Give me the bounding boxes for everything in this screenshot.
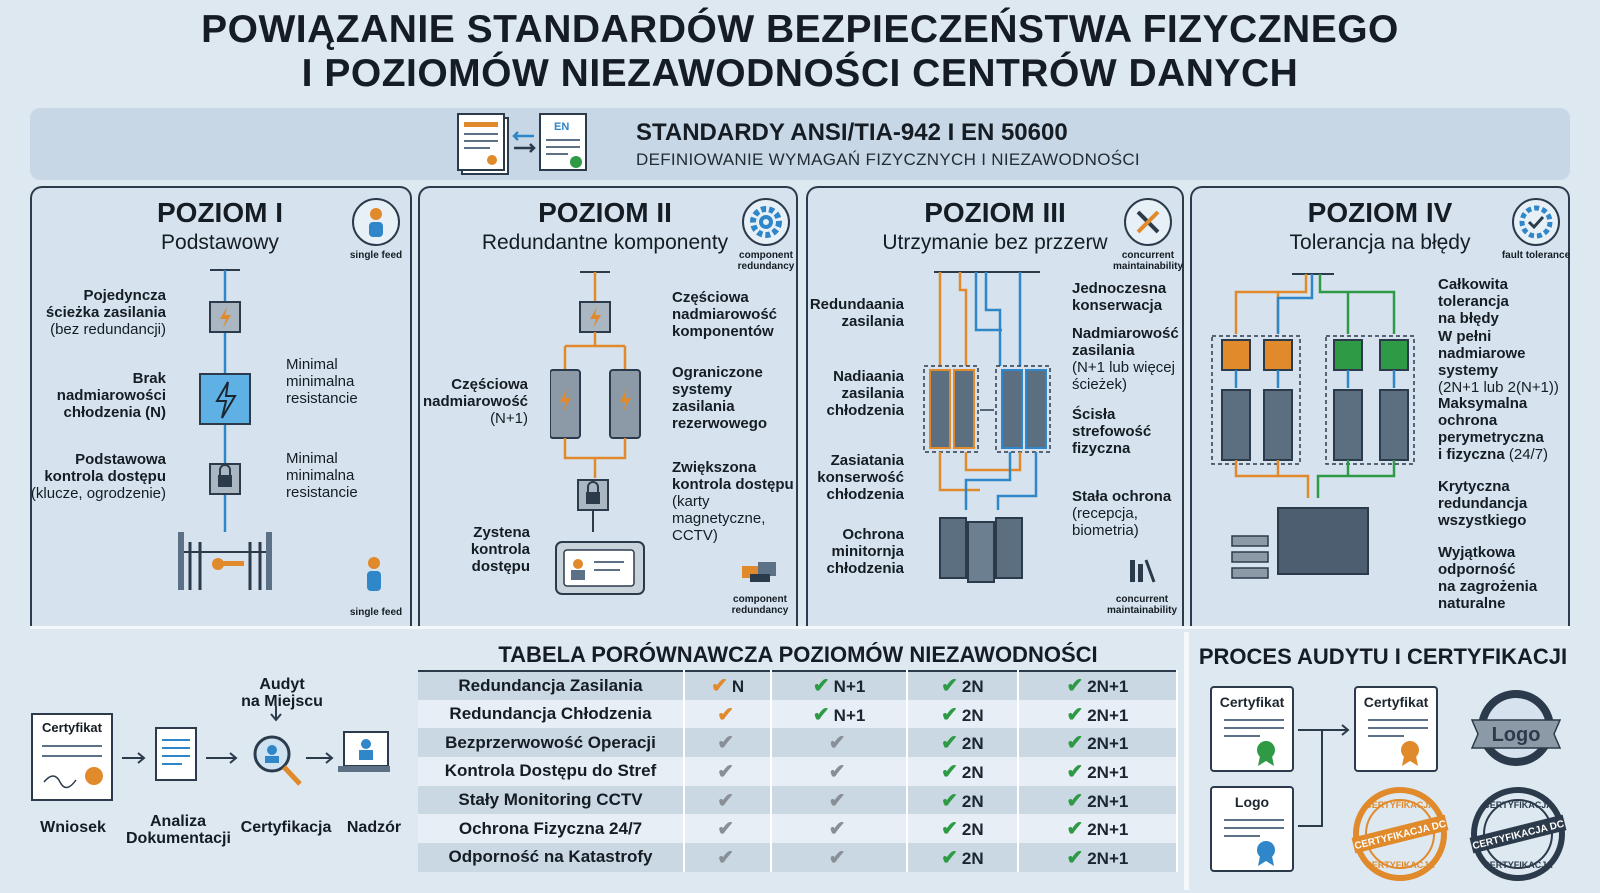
checkmark-icon: ✔ [1066, 703, 1084, 726]
svg-text:CERTYFIKACJA: CERTYFIKACJA [1365, 860, 1435, 870]
table-row [418, 700, 1177, 729]
checkmark-icon: ✔ [828, 760, 846, 783]
checkmark-icon: ✔ [941, 846, 958, 869]
table-cell [771, 786, 907, 815]
level-3-diagram [910, 270, 1090, 600]
table-cell [771, 757, 907, 786]
cell-value: 2N [961, 848, 984, 868]
step-certification-label: Certyfikacja [240, 819, 332, 836]
row-label: Redundancja Zasilania [418, 671, 684, 700]
level-4-title: POZIOM IV [1307, 197, 1453, 228]
section-divider-vertical [1184, 632, 1189, 890]
l1-power-path-label: Pojedyncza ścieżka zasilania (bez redundancji) [45, 287, 166, 338]
banner-subtitle: DEFINIOWANIE WYMAGAŃ FIZYCZNYCH I NIEZAWODNOŚCI [636, 150, 1140, 169]
svg-text:CERTYFIKACJA: CERTYFIKACJA [1365, 800, 1435, 810]
checkmark-icon: ✔ [812, 703, 830, 726]
svg-text:Certyfikat: Certyfikat [42, 720, 102, 735]
table-cell [684, 757, 771, 786]
orange-certification-stamp-icon [1348, 784, 1452, 884]
table-cell [1018, 700, 1177, 729]
level-1-title: POZIOM I [157, 197, 283, 228]
row-label: Ochrona Fizyczna 24/7 [418, 814, 684, 843]
l4-perimeter-protection-label: Maksymalna ochrona perymetryczna i fizyczna (24/7) [1438, 395, 1549, 463]
title-line-1: POWIĄZANIE STANDARDÓW BEZPIECZEŃSTWA FIZYCZNEGO [201, 8, 1399, 51]
l4-natural-threat-label: Wyjątkowa odporność na zagrożenia naturalne [1438, 544, 1538, 612]
row-label: Redundancja Chłodzenia [418, 700, 684, 729]
level-4-badge-caption: fault tolerance [1501, 250, 1571, 261]
wrench-screwdriver-badge-icon [1124, 198, 1172, 246]
table-cell [1018, 814, 1177, 843]
level-2-title: POZIOM II [538, 197, 672, 228]
checkmark-icon: ✔ [812, 675, 830, 698]
documents-icon [456, 110, 596, 178]
step-documentation-label: Analiza Dokumentacji [126, 813, 231, 847]
checkmark-icon: ✔ [828, 846, 846, 869]
onsite-audit-label: Audyt na Miejscu [241, 676, 323, 710]
table-cell [1018, 728, 1177, 757]
cell-value: N+1 [833, 677, 866, 697]
cell-value: 2N [961, 677, 984, 697]
row-label: Bezprzerwowość Operacji [418, 728, 684, 757]
l4-fault-tolerance-label: Całkowita tolerancja na błędy [1438, 276, 1509, 327]
checkmark-icon: ✔ [941, 789, 958, 812]
l3-cooling-supply-label: Nadiaania zasilania chłodzenia [826, 368, 904, 419]
level-2-footer-caption: component redundancy [731, 594, 789, 616]
checkmark-icon: ✔ [717, 818, 735, 841]
table-cell [771, 814, 907, 843]
table-row [418, 814, 1177, 843]
l2-partial-redundancy-label: Częściowa nadmiarowość (N+1) [422, 376, 528, 427]
process-flow-diagram [30, 706, 390, 806]
svg-text:CERTYFIKACJA: CERTYFIKACJA [1483, 860, 1553, 870]
cell-value: 2N+1 [1087, 791, 1129, 811]
table-cell [907, 814, 1018, 843]
table-cell [907, 700, 1018, 729]
level-2-subtitle: Redundantne komponenty [481, 231, 729, 254]
table-cell [1018, 757, 1177, 786]
cell-value: 2N [961, 762, 984, 782]
certificate-card-2: Certyfikat [1354, 686, 1438, 772]
level-1-badge-caption: single feed [349, 250, 403, 261]
page-title [0, 8, 1600, 96]
table-cell [684, 671, 771, 700]
level-4-diagram [1208, 272, 1428, 602]
table-cell [684, 814, 771, 843]
checkmark-icon: ✔ [941, 675, 958, 698]
l1-resistance-label-1: Minimal minimalna resistancie [286, 356, 358, 407]
cell-value: 2N+1 [1087, 848, 1129, 868]
checkmark-icon: ✔ [1066, 789, 1084, 812]
l4-redundant-systems-label: W pełni nadmiarowe systemy (2N+1 lub 2(N+1)) [1438, 328, 1559, 396]
l3-power-redundancy-label: Redundaania zasilania [809, 296, 904, 330]
svg-text:CERTYFIKACJA: CERTYFIKACJA [1483, 800, 1553, 810]
l2-system-access-label: Zystena kontrola dostępu [470, 524, 530, 575]
table-cell [771, 843, 907, 872]
cell-value: 2N [961, 705, 984, 725]
l3-cooling-maintenance-label: Zasiatania konserwość chłodzenia [817, 452, 904, 503]
step-supervision-label: Nadzór [346, 819, 402, 836]
certificate-card-1: Certyfikat [1210, 686, 1294, 772]
audit-connector-arrows [1296, 700, 1352, 830]
level-4-subtitle: Tolerancja na błędy [1289, 231, 1471, 254]
l1-resistance-label-2: Minimal minimalna resistancie [286, 450, 358, 501]
checkmark-icon: ✔ [717, 732, 735, 755]
table-row [418, 786, 1177, 815]
level-1-subtitle: Podstawowy [161, 231, 279, 254]
shield-gear-badge-icon [1512, 198, 1560, 246]
checkmark-icon: ✔ [1066, 760, 1084, 783]
row-label: Stały Monitoring CCTV [418, 786, 684, 815]
l4-critical-redundancy-label: Krytyczna redundancja wszystkiego [1438, 478, 1528, 529]
cell-value: 2N [961, 791, 984, 811]
l3-monitoring-label: Ochrona minitornja chłodzenia [826, 526, 904, 577]
level-3-badge-caption: concurrent maintainability [1112, 250, 1183, 272]
comparison-table [418, 670, 1178, 872]
level-3-footer-caption: concurrent maintainability [1106, 594, 1177, 616]
step-application-label: Wniosek [40, 819, 106, 836]
cell-value: 2N+1 [1087, 734, 1129, 754]
l2-access-control-label: Zwiększona kontrola dostępu (karty magnetyczne, CCTV) [672, 459, 794, 544]
handshake-icon [740, 556, 780, 590]
checkmark-icon: ✔ [828, 732, 846, 755]
table-cell [1018, 671, 1177, 700]
table-cell [907, 786, 1018, 815]
level-3-subtitle: Utrzymanie bez przzerw [882, 231, 1108, 254]
table-cell [907, 728, 1018, 757]
svg-text:CERTYFIKACJA DC: CERTYFIKACJA DC [1471, 818, 1566, 853]
row-label: Odporność na Katastrofy [418, 843, 684, 872]
l3-zoning-label: Ścisła strefowość fizyczna [1072, 406, 1152, 457]
table-cell [907, 671, 1018, 700]
l3-constant-protection-label: Stała ochrona (recepcja, biometria) [1072, 488, 1172, 539]
l3-power-paths-label: Nadmiarowość zasilania (N+1 lub więcej ścieżek) [1072, 325, 1179, 393]
cell-value: 2N [961, 820, 984, 840]
logo-seal-icon [1464, 686, 1564, 770]
level-2-badge-caption: component redundancy [737, 250, 795, 272]
l2-component-redundancy-label: Częściowa nadmiarowość komponentów [672, 289, 778, 340]
svg-text:CERTYFIKACJA DC: CERTYFIKACJA DC [1353, 818, 1448, 853]
table-title: TABELA PORÓWNAWCZA POZIOMÓW NIEZAWODNOŚCI [498, 642, 1098, 667]
table-cell [1018, 843, 1177, 872]
audit-section-title: PROCES AUDYTU I CERTYFIKACJI [1198, 644, 1568, 669]
checkmark-icon: ✔ [1066, 846, 1084, 869]
table-cell [771, 728, 907, 757]
cell-value: 2N+1 [1087, 820, 1129, 840]
table-row [418, 843, 1177, 872]
title-line-2: I POZIOMÓW NIEZAWODNOŚCI CENTRÓW DANYCH [301, 52, 1299, 95]
table-cell [907, 843, 1018, 872]
cell-value: N [731, 677, 745, 697]
level-1-footer-caption: single feed [349, 607, 403, 618]
row-label: Kontrola Dostępu do Stref [418, 757, 684, 786]
checkmark-icon: ✔ [711, 675, 728, 698]
svg-text:EN: EN [554, 121, 570, 133]
l2-backup-power-label: Ograniczone systemy zasilania rezerwowego [672, 364, 768, 432]
table-cell [684, 843, 771, 872]
access-card-reader-icon [554, 540, 650, 598]
table-row [418, 671, 1177, 700]
logo-card: Logo [1210, 786, 1294, 872]
checkmark-icon: ✔ [941, 732, 958, 755]
checkmark-icon: ✔ [1066, 818, 1084, 841]
checkmark-icon: ✔ [717, 703, 735, 726]
checkmark-icon: ✔ [1066, 675, 1084, 698]
cell-value: N+1 [833, 705, 866, 725]
cell-value: 2N+1 [1087, 762, 1129, 782]
table-cell [684, 786, 771, 815]
table-cell [771, 671, 907, 700]
gear-badge-icon [742, 198, 790, 246]
table-row [418, 728, 1177, 757]
table-cell [684, 728, 771, 757]
person-badge-icon [352, 198, 400, 246]
checkmark-icon: ✔ [941, 760, 958, 783]
checkmark-icon: ✔ [941, 703, 958, 726]
table-cell [1018, 786, 1177, 815]
checkmark-icon: ✔ [828, 818, 846, 841]
cell-value: 2N [961, 734, 984, 754]
checkmark-icon: ✔ [717, 789, 735, 812]
table-cell [684, 700, 771, 729]
cell-value: 2N+1 [1087, 677, 1129, 697]
navy-certification-stamp-icon [1466, 784, 1570, 884]
tools-icon [1126, 556, 1158, 586]
l3-concurrent-maintenance-label: Jednoczesna konserwacja [1072, 280, 1167, 314]
gate-key-icon [176, 528, 276, 594]
cell-value: 2N+1 [1087, 705, 1129, 725]
checkmark-icon: ✔ [717, 846, 735, 869]
level-3-title: POZIOM III [924, 197, 1066, 228]
l1-cooling-label: Brak nadmiarowości chłodzenia (N) [56, 370, 166, 421]
checkmark-icon: ✔ [941, 818, 958, 841]
table-cell [907, 757, 1018, 786]
person-footer-icon [360, 554, 388, 594]
section-divider [30, 626, 1570, 629]
table-cell [771, 700, 907, 729]
l1-access-label: Podstawowa kontrola dostępu (klucze, ogrodzenie) [30, 451, 166, 502]
checkmark-icon: ✔ [717, 760, 735, 783]
svg-text:Logo: Logo [1491, 724, 1541, 746]
banner-title: STANDARDY ANSI/TIA-942 I EN 50600 [636, 119, 1068, 146]
table-row [418, 757, 1177, 786]
checkmark-icon: ✔ [828, 789, 846, 812]
checkmark-icon: ✔ [1066, 732, 1084, 755]
